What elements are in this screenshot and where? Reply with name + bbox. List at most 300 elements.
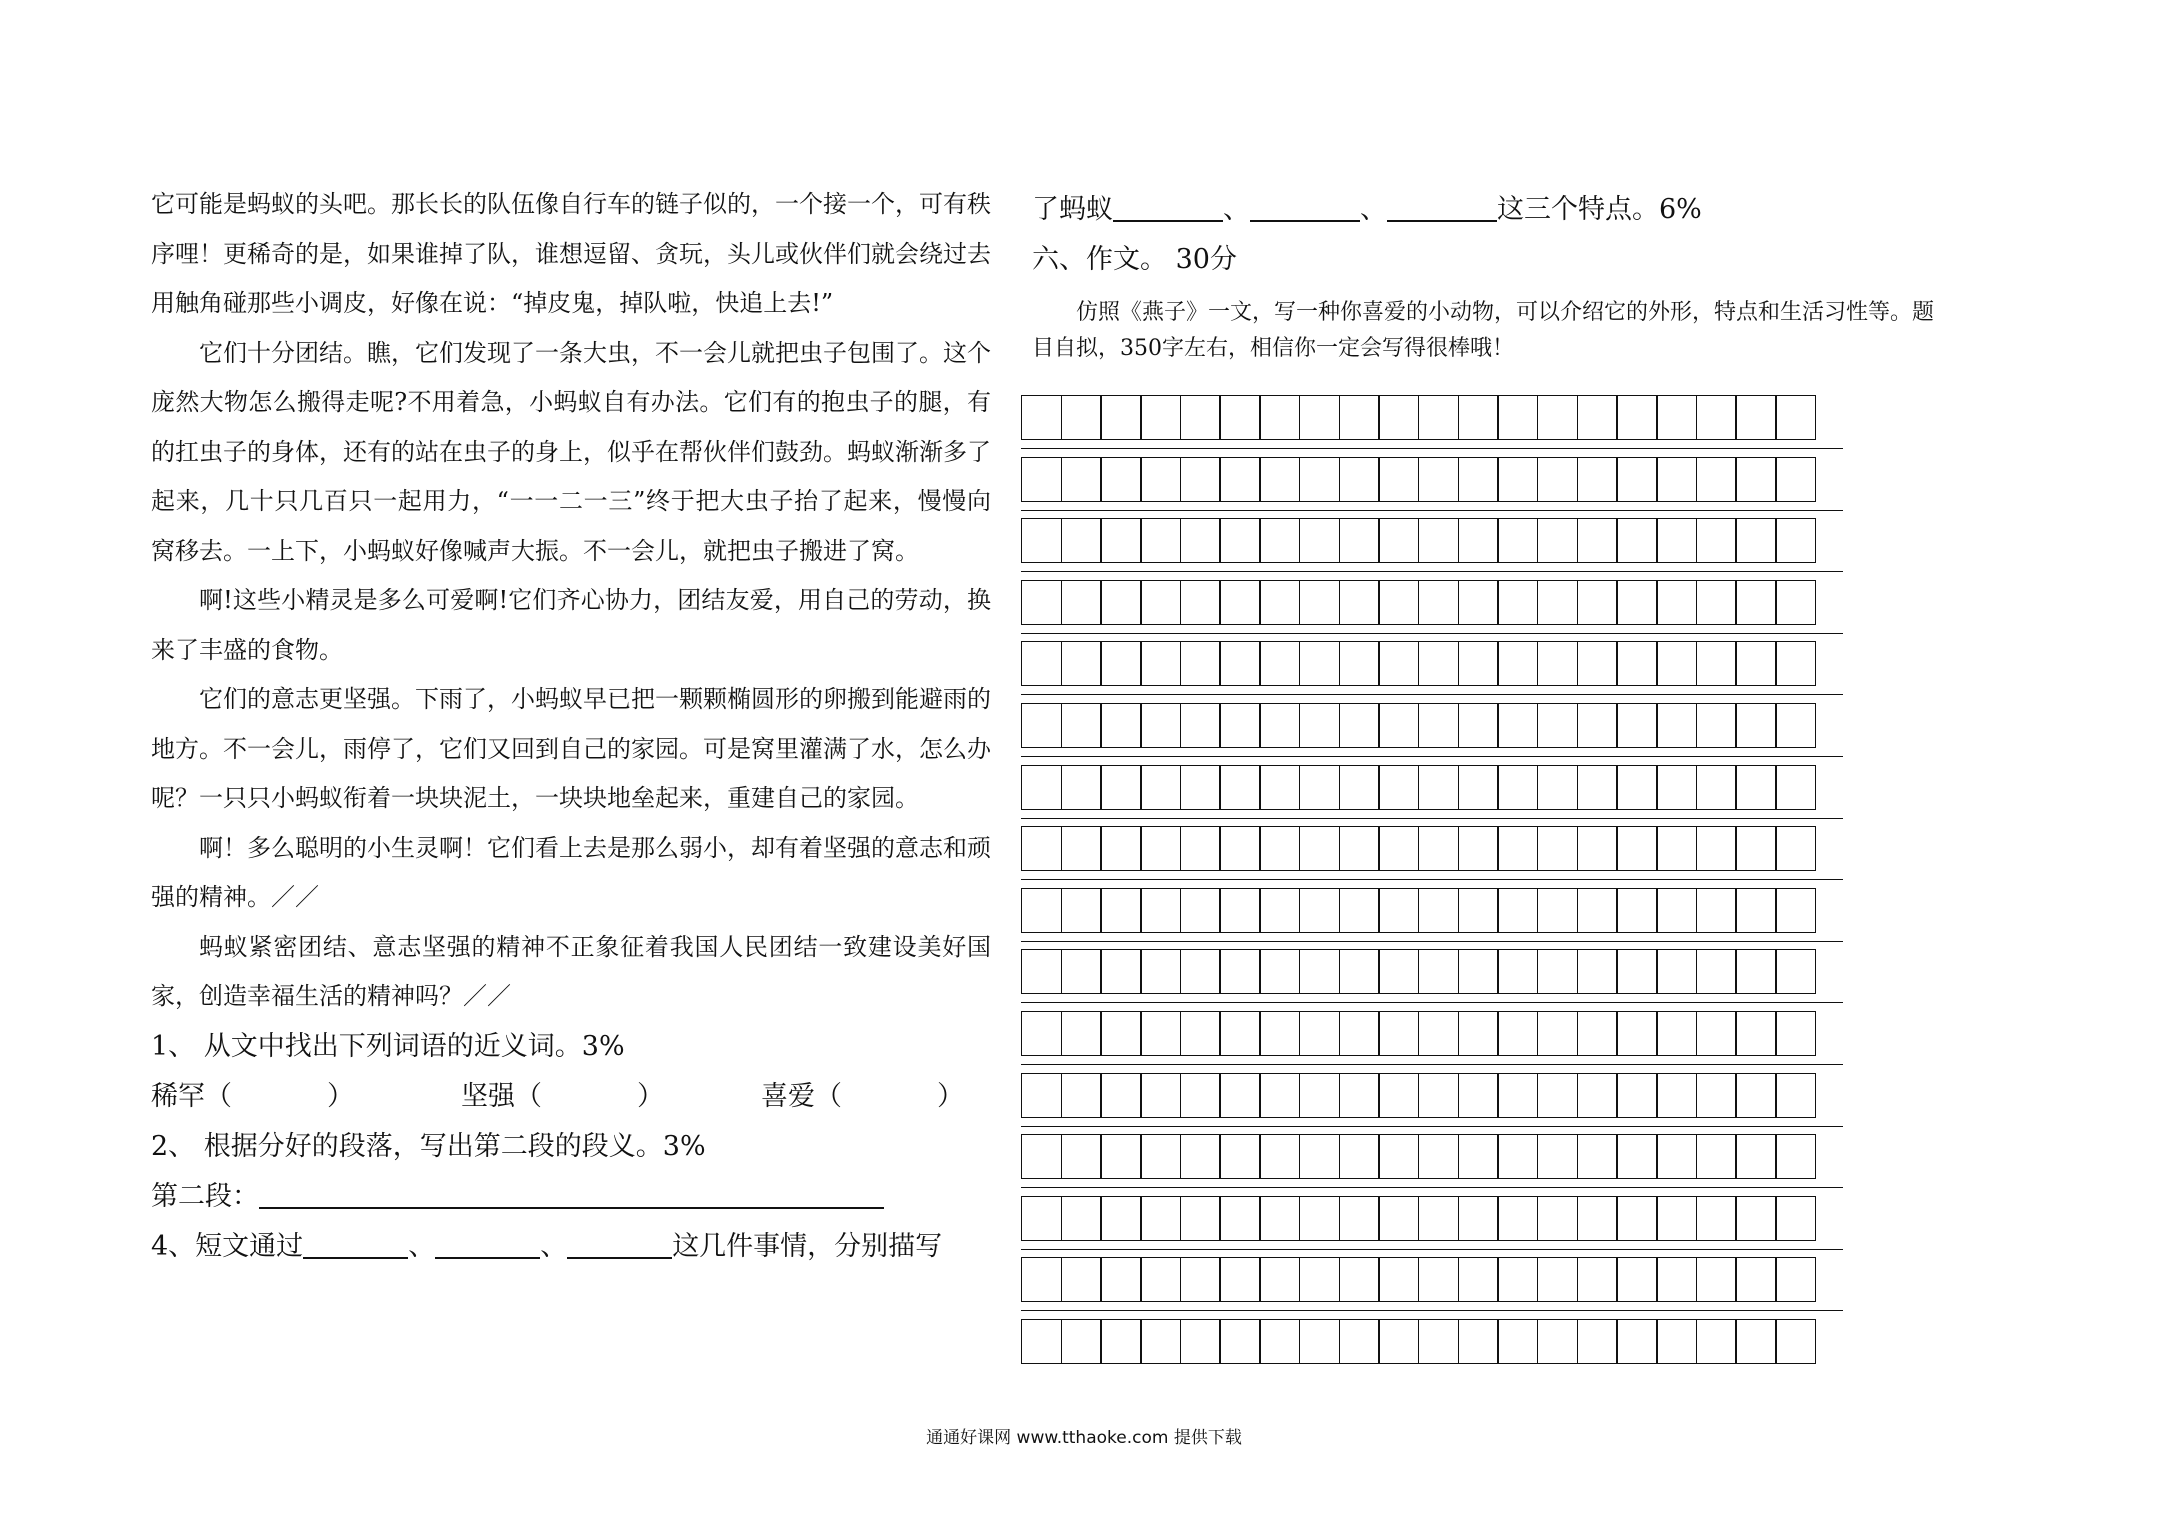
grid-cell[interactable]: [1378, 1319, 1419, 1364]
grid-cell[interactable]: [1696, 1196, 1737, 1241]
grid-cell[interactable]: [1100, 395, 1141, 440]
grid-cell[interactable]: [1418, 1319, 1459, 1364]
grid-cell[interactable]: [1577, 1196, 1618, 1241]
grid-cell[interactable]: [1299, 1134, 1340, 1179]
grid-cell[interactable]: [1259, 395, 1300, 440]
grid-cell[interactable]: [1537, 888, 1578, 933]
grid-cell[interactable]: [1577, 395, 1618, 440]
grid-cell[interactable]: [1577, 1011, 1618, 1056]
grid-cell[interactable]: [1577, 826, 1618, 871]
grid-cell[interactable]: [1021, 518, 1062, 563]
grid-cell[interactable]: [1378, 641, 1419, 686]
grid-cell[interactable]: [1418, 1011, 1459, 1056]
grid-cell[interactable]: [1656, 1196, 1697, 1241]
grid-cell[interactable]: [1577, 1073, 1618, 1118]
grid-cell[interactable]: [1577, 703, 1618, 748]
grid-cell[interactable]: [1299, 1319, 1340, 1364]
grid-cell[interactable]: [1775, 395, 1816, 440]
grid-cell[interactable]: [1616, 457, 1657, 502]
grid-cell[interactable]: [1735, 703, 1776, 748]
grid-cell[interactable]: [1458, 1134, 1499, 1179]
grid-cell[interactable]: [1696, 1073, 1737, 1118]
grid-cell[interactable]: [1696, 1319, 1737, 1364]
grid-cell[interactable]: [1735, 641, 1776, 686]
grid-cell[interactable]: [1021, 949, 1062, 994]
grid-cell[interactable]: [1259, 1134, 1300, 1179]
grid-cell[interactable]: [1180, 826, 1221, 871]
grid-cell[interactable]: [1577, 949, 1618, 994]
answer-blank[interactable]: [1250, 190, 1360, 222]
grid-cell[interactable]: [1696, 826, 1737, 871]
grid-cell[interactable]: [1100, 580, 1141, 625]
grid-cell[interactable]: [1735, 1011, 1776, 1056]
answer-blank[interactable]: [259, 1177, 884, 1209]
grid-cell[interactable]: [1497, 888, 1538, 933]
grid-cell[interactable]: [1180, 703, 1221, 748]
grid-cell[interactable]: [1259, 826, 1300, 871]
grid-cell[interactable]: [1775, 765, 1816, 810]
answer-blank[interactable]: [303, 1227, 408, 1259]
grid-cell[interactable]: [1061, 580, 1102, 625]
grid-cell[interactable]: [1259, 949, 1300, 994]
grid-cell[interactable]: [1259, 888, 1300, 933]
grid-cell[interactable]: [1021, 703, 1062, 748]
grid-cell[interactable]: [1140, 765, 1181, 810]
grid-cell[interactable]: [1219, 395, 1260, 440]
grid-cell[interactable]: [1497, 395, 1538, 440]
grid-cell[interactable]: [1140, 518, 1181, 563]
grid-cell[interactable]: [1616, 1073, 1657, 1118]
grid-cell[interactable]: [1775, 703, 1816, 748]
grid-cell[interactable]: [1021, 457, 1062, 502]
grid-cell[interactable]: [1140, 395, 1181, 440]
grid-cell[interactable]: [1061, 395, 1102, 440]
grid-cell[interactable]: [1259, 641, 1300, 686]
grid-cell[interactable]: [1180, 395, 1221, 440]
grid-cell[interactable]: [1418, 1134, 1459, 1179]
grid-cell[interactable]: [1616, 1011, 1657, 1056]
grid-cell[interactable]: [1775, 1011, 1816, 1056]
grid-cell[interactable]: [1696, 888, 1737, 933]
grid-cell[interactable]: [1458, 703, 1499, 748]
grid-cell[interactable]: [1735, 1319, 1776, 1364]
grid-cell[interactable]: [1180, 580, 1221, 625]
grid-cell[interactable]: [1775, 1134, 1816, 1179]
grid-cell[interactable]: [1021, 580, 1062, 625]
grid-cell[interactable]: [1458, 826, 1499, 871]
grid-cell[interactable]: [1775, 1319, 1816, 1364]
grid-cell[interactable]: [1656, 580, 1697, 625]
grid-cell[interactable]: [1497, 1011, 1538, 1056]
grid-cell[interactable]: [1497, 826, 1538, 871]
grid-cell[interactable]: [1021, 826, 1062, 871]
grid-cell[interactable]: [1735, 457, 1776, 502]
grid-cell[interactable]: [1180, 1257, 1221, 1302]
grid-cell[interactable]: [1616, 580, 1657, 625]
grid-cell[interactable]: [1180, 1011, 1221, 1056]
grid-cell[interactable]: [1259, 1011, 1300, 1056]
grid-cell[interactable]: [1021, 888, 1062, 933]
grid-cell[interactable]: [1100, 1011, 1141, 1056]
grid-cell[interactable]: [1219, 1196, 1260, 1241]
grid-cell[interactable]: [1299, 1196, 1340, 1241]
grid-cell[interactable]: [1656, 703, 1697, 748]
grid-cell[interactable]: [1100, 703, 1141, 748]
grid-cell[interactable]: [1616, 641, 1657, 686]
grid-cell[interactable]: [1299, 518, 1340, 563]
grid-cell[interactable]: [1378, 1134, 1419, 1179]
grid-cell[interactable]: [1180, 1073, 1221, 1118]
grid-cell[interactable]: [1021, 641, 1062, 686]
grid-cell[interactable]: [1180, 1319, 1221, 1364]
grid-cell[interactable]: [1100, 518, 1141, 563]
grid-cell[interactable]: [1100, 641, 1141, 686]
grid-cell[interactable]: [1378, 395, 1419, 440]
grid-cell[interactable]: [1458, 457, 1499, 502]
grid-cell[interactable]: [1537, 1257, 1578, 1302]
grid-cell[interactable]: [1061, 1257, 1102, 1302]
grid-cell[interactable]: [1656, 1319, 1697, 1364]
grid-cell[interactable]: [1418, 1257, 1459, 1302]
grid-cell[interactable]: [1180, 518, 1221, 563]
grid-cell[interactable]: [1696, 641, 1737, 686]
grid-cell[interactable]: [1378, 949, 1419, 994]
grid-cell[interactable]: [1339, 826, 1380, 871]
grid-cell[interactable]: [1418, 765, 1459, 810]
grid-cell[interactable]: [1061, 949, 1102, 994]
grid-cell[interactable]: [1378, 580, 1419, 625]
grid-cell[interactable]: [1696, 1134, 1737, 1179]
grid-cell[interactable]: [1537, 826, 1578, 871]
grid-cell[interactable]: [1616, 1134, 1657, 1179]
grid-cell[interactable]: [1061, 765, 1102, 810]
grid-cell[interactable]: [1497, 1134, 1538, 1179]
grid-cell[interactable]: [1775, 826, 1816, 871]
grid-cell[interactable]: [1339, 1257, 1380, 1302]
grid-cell[interactable]: [1418, 580, 1459, 625]
grid-cell[interactable]: [1577, 765, 1618, 810]
grid-cell[interactable]: [1458, 888, 1499, 933]
grid-cell[interactable]: [1259, 1073, 1300, 1118]
grid-cell[interactable]: [1378, 1073, 1419, 1118]
grid-cell[interactable]: [1616, 395, 1657, 440]
grid-cell[interactable]: [1021, 395, 1062, 440]
grid-cell[interactable]: [1735, 888, 1776, 933]
grid-cell[interactable]: [1775, 888, 1816, 933]
grid-cell[interactable]: [1219, 703, 1260, 748]
grid-cell[interactable]: [1537, 949, 1578, 994]
grid-cell[interactable]: [1339, 395, 1380, 440]
grid-cell[interactable]: [1061, 703, 1102, 748]
grid-cell[interactable]: [1656, 1257, 1697, 1302]
grid-cell[interactable]: [1418, 703, 1459, 748]
grid-cell[interactable]: [1378, 703, 1419, 748]
grid-cell[interactable]: [1061, 1073, 1102, 1118]
grid-cell[interactable]: [1656, 888, 1697, 933]
grid-cell[interactable]: [1418, 1073, 1459, 1118]
grid-cell[interactable]: [1497, 1073, 1538, 1118]
grid-cell[interactable]: [1696, 1011, 1737, 1056]
grid-cell[interactable]: [1656, 1073, 1697, 1118]
grid-cell[interactable]: [1378, 826, 1419, 871]
grid-cell[interactable]: [1299, 395, 1340, 440]
grid-cell[interactable]: [1735, 580, 1776, 625]
grid-cell[interactable]: [1616, 1257, 1657, 1302]
grid-cell[interactable]: [1537, 395, 1578, 440]
grid-cell[interactable]: [1418, 395, 1459, 440]
grid-cell[interactable]: [1299, 457, 1340, 502]
grid-cell[interactable]: [1577, 1134, 1618, 1179]
grid-cell[interactable]: [1735, 765, 1776, 810]
grid-cell[interactable]: [1339, 641, 1380, 686]
grid-cell[interactable]: [1219, 1257, 1260, 1302]
grid-cell[interactable]: [1140, 1196, 1181, 1241]
grid-cell[interactable]: [1061, 1319, 1102, 1364]
grid-cell[interactable]: [1140, 949, 1181, 994]
answer-blank[interactable]: [435, 1227, 540, 1259]
grid-cell[interactable]: [1458, 395, 1499, 440]
grid-cell[interactable]: [1616, 518, 1657, 563]
grid-cell[interactable]: [1339, 703, 1380, 748]
grid-cell[interactable]: [1259, 765, 1300, 810]
grid-cell[interactable]: [1537, 1319, 1578, 1364]
grid-cell[interactable]: [1299, 765, 1340, 810]
grid-cell[interactable]: [1021, 1319, 1062, 1364]
grid-cell[interactable]: [1180, 888, 1221, 933]
grid-cell[interactable]: [1100, 949, 1141, 994]
grid-cell[interactable]: [1021, 1011, 1062, 1056]
grid-cell[interactable]: [1140, 580, 1181, 625]
grid-cell[interactable]: [1299, 949, 1340, 994]
grid-cell[interactable]: [1140, 1257, 1181, 1302]
grid-cell[interactable]: [1219, 765, 1260, 810]
grid-cell[interactable]: [1259, 518, 1300, 563]
grid-cell[interactable]: [1418, 888, 1459, 933]
grid-cell[interactable]: [1219, 826, 1260, 871]
grid-cell[interactable]: [1339, 765, 1380, 810]
grid-cell[interactable]: [1616, 765, 1657, 810]
grid-cell[interactable]: [1775, 1257, 1816, 1302]
grid-cell[interactable]: [1378, 518, 1419, 563]
grid-cell[interactable]: [1378, 1257, 1419, 1302]
grid-cell[interactable]: [1339, 1011, 1380, 1056]
grid-cell[interactable]: [1775, 518, 1816, 563]
grid-cell[interactable]: [1656, 518, 1697, 563]
grid-cell[interactable]: [1339, 949, 1380, 994]
grid-cell[interactable]: [1775, 457, 1816, 502]
grid-cell[interactable]: [1458, 518, 1499, 563]
grid-cell[interactable]: [1180, 1134, 1221, 1179]
grid-cell[interactable]: [1299, 1011, 1340, 1056]
grid-cell[interactable]: [1021, 1196, 1062, 1241]
grid-cell[interactable]: [1219, 888, 1260, 933]
grid-cell[interactable]: [1656, 949, 1697, 994]
grid-cell[interactable]: [1656, 765, 1697, 810]
grid-cell[interactable]: [1696, 703, 1737, 748]
grid-cell[interactable]: [1537, 580, 1578, 625]
grid-cell[interactable]: [1180, 1196, 1221, 1241]
grid-cell[interactable]: [1418, 641, 1459, 686]
grid-cell[interactable]: [1577, 1257, 1618, 1302]
grid-cell[interactable]: [1537, 1073, 1578, 1118]
grid-cell[interactable]: [1775, 641, 1816, 686]
grid-cell[interactable]: [1378, 888, 1419, 933]
grid-cell[interactable]: [1299, 826, 1340, 871]
grid-cell[interactable]: [1775, 949, 1816, 994]
grid-cell[interactable]: [1100, 765, 1141, 810]
grid-cell[interactable]: [1061, 457, 1102, 502]
grid-cell[interactable]: [1100, 1196, 1141, 1241]
grid-cell[interactable]: [1339, 1319, 1380, 1364]
grid-cell[interactable]: [1259, 1196, 1300, 1241]
grid-cell[interactable]: [1378, 765, 1419, 810]
grid-cell[interactable]: [1696, 1257, 1737, 1302]
grid-cell[interactable]: [1458, 641, 1499, 686]
grid-cell[interactable]: [1616, 703, 1657, 748]
grid-cell[interactable]: [1140, 641, 1181, 686]
grid-cell[interactable]: [1696, 395, 1737, 440]
grid-cell[interactable]: [1458, 949, 1499, 994]
grid-cell[interactable]: [1537, 1011, 1578, 1056]
grid-cell[interactable]: [1577, 1319, 1618, 1364]
grid-cell[interactable]: [1100, 1073, 1141, 1118]
grid-cell[interactable]: [1299, 1257, 1340, 1302]
grid-cell[interactable]: [1339, 1134, 1380, 1179]
grid-cell[interactable]: [1180, 949, 1221, 994]
grid-cell[interactable]: [1339, 580, 1380, 625]
grid-cell[interactable]: [1299, 1073, 1340, 1118]
answer-blank[interactable]: [567, 1227, 672, 1259]
grid-cell[interactable]: [1537, 641, 1578, 686]
grid-cell[interactable]: [1616, 1196, 1657, 1241]
grid-cell[interactable]: [1735, 1196, 1776, 1241]
grid-cell[interactable]: [1061, 888, 1102, 933]
grid-cell[interactable]: [1021, 1073, 1062, 1118]
grid-cell[interactable]: [1577, 518, 1618, 563]
grid-cell[interactable]: [1378, 457, 1419, 502]
grid-cell[interactable]: [1616, 826, 1657, 871]
grid-cell[interactable]: [1180, 641, 1221, 686]
grid-cell[interactable]: [1219, 518, 1260, 563]
grid-cell[interactable]: [1418, 1196, 1459, 1241]
grid-cell[interactable]: [1219, 457, 1260, 502]
grid-cell[interactable]: [1458, 580, 1499, 625]
grid-cell[interactable]: [1775, 1073, 1816, 1118]
grid-cell[interactable]: [1458, 1073, 1499, 1118]
grid-cell[interactable]: [1497, 765, 1538, 810]
answer-blank[interactable]: [1387, 190, 1497, 222]
grid-cell[interactable]: [1537, 518, 1578, 563]
grid-cell[interactable]: [1259, 457, 1300, 502]
grid-cell[interactable]: [1378, 1011, 1419, 1056]
grid-cell[interactable]: [1775, 580, 1816, 625]
grid-cell[interactable]: [1458, 1196, 1499, 1241]
grid-cell[interactable]: [1497, 641, 1538, 686]
grid-cell[interactable]: [1537, 457, 1578, 502]
grid-cell[interactable]: [1339, 888, 1380, 933]
grid-cell[interactable]: [1061, 1011, 1102, 1056]
grid-cell[interactable]: [1259, 1257, 1300, 1302]
grid-cell[interactable]: [1696, 580, 1737, 625]
grid-cell[interactable]: [1497, 1319, 1538, 1364]
grid-cell[interactable]: [1219, 1134, 1260, 1179]
grid-cell[interactable]: [1021, 1134, 1062, 1179]
grid-cell[interactable]: [1537, 1196, 1578, 1241]
grid-cell[interactable]: [1577, 888, 1618, 933]
grid-cell[interactable]: [1418, 949, 1459, 994]
grid-cell[interactable]: [1656, 1134, 1697, 1179]
grid-cell[interactable]: [1219, 949, 1260, 994]
grid-cell[interactable]: [1259, 1319, 1300, 1364]
answer-blank[interactable]: [1113, 190, 1223, 222]
grid-cell[interactable]: [1537, 1134, 1578, 1179]
grid-cell[interactable]: [1418, 518, 1459, 563]
grid-cell[interactable]: [1418, 457, 1459, 502]
grid-cell[interactable]: [1219, 580, 1260, 625]
grid-cell[interactable]: [1696, 949, 1737, 994]
grid-cell[interactable]: [1458, 1319, 1499, 1364]
grid-cell[interactable]: [1735, 1257, 1776, 1302]
grid-cell[interactable]: [1537, 765, 1578, 810]
grid-cell[interactable]: [1259, 703, 1300, 748]
grid-cell[interactable]: [1100, 1134, 1141, 1179]
grid-cell[interactable]: [1418, 826, 1459, 871]
grid-cell[interactable]: [1735, 1073, 1776, 1118]
grid-cell[interactable]: [1339, 457, 1380, 502]
grid-cell[interactable]: [1735, 518, 1776, 563]
grid-cell[interactable]: [1497, 457, 1538, 502]
grid-cell[interactable]: [1656, 395, 1697, 440]
grid-cell[interactable]: [1656, 826, 1697, 871]
grid-cell[interactable]: [1616, 888, 1657, 933]
grid-cell[interactable]: [1061, 1196, 1102, 1241]
grid-cell[interactable]: [1378, 1196, 1419, 1241]
grid-cell[interactable]: [1497, 703, 1538, 748]
grid-cell[interactable]: [1656, 641, 1697, 686]
grid-cell[interactable]: [1140, 1011, 1181, 1056]
grid-cell[interactable]: [1458, 1257, 1499, 1302]
grid-cell[interactable]: [1696, 518, 1737, 563]
grid-cell[interactable]: [1219, 641, 1260, 686]
grid-cell[interactable]: [1577, 457, 1618, 502]
grid-cell[interactable]: [1100, 1257, 1141, 1302]
grid-cell[interactable]: [1140, 888, 1181, 933]
grid-cell[interactable]: [1735, 1134, 1776, 1179]
grid-cell[interactable]: [1259, 580, 1300, 625]
grid-cell[interactable]: [1616, 1319, 1657, 1364]
grid-cell[interactable]: [1656, 1011, 1697, 1056]
grid-cell[interactable]: [1775, 1196, 1816, 1241]
grid-cell[interactable]: [1497, 1196, 1538, 1241]
grid-cell[interactable]: [1140, 703, 1181, 748]
grid-cell[interactable]: [1140, 826, 1181, 871]
grid-cell[interactable]: [1735, 826, 1776, 871]
grid-cell[interactable]: [1299, 888, 1340, 933]
grid-cell[interactable]: [1577, 580, 1618, 625]
grid-cell[interactable]: [1339, 1196, 1380, 1241]
grid-cell[interactable]: [1577, 641, 1618, 686]
grid-cell[interactable]: [1458, 765, 1499, 810]
grid-cell[interactable]: [1616, 949, 1657, 994]
grid-cell[interactable]: [1696, 765, 1737, 810]
grid-cell[interactable]: [1021, 1257, 1062, 1302]
grid-cell[interactable]: [1497, 1257, 1538, 1302]
grid-cell[interactable]: [1140, 1319, 1181, 1364]
grid-cell[interactable]: [1140, 1073, 1181, 1118]
grid-cell[interactable]: [1497, 580, 1538, 625]
grid-cell[interactable]: [1021, 765, 1062, 810]
grid-cell[interactable]: [1497, 949, 1538, 994]
